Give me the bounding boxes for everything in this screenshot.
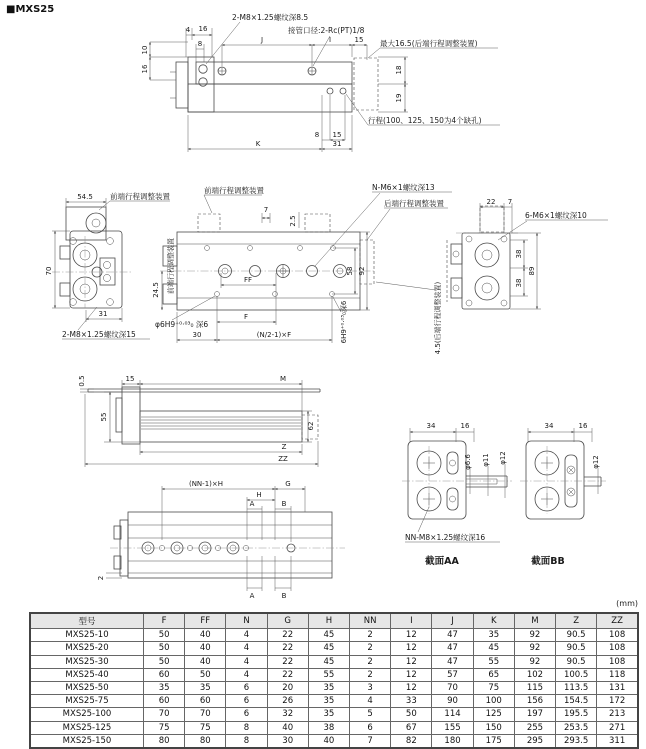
value-cell: 4 [350, 695, 391, 708]
dim-4: 4 [185, 26, 191, 34]
dim-31: 31 [98, 310, 108, 318]
value-cell: 75 [144, 721, 185, 734]
value-cell: 125 [473, 708, 514, 721]
table-body [30, 629, 638, 748]
dim-58: 58 [346, 266, 354, 276]
aa-dim-phi66: φ6.6 [464, 454, 472, 470]
bb-dim-16: 16 [578, 422, 588, 430]
value-cell: 55 [473, 655, 514, 668]
table-row [30, 668, 638, 681]
value-cell: 57 [432, 668, 473, 681]
value-cell: 12 [391, 629, 432, 642]
plan-pin-note: φ6H9⁺⁰·⁰³₀ 深6 [155, 320, 209, 329]
dim-16v: 16 [141, 64, 149, 74]
value-cell: 45 [308, 655, 349, 668]
aa-dim-phi12: φ12 [499, 451, 507, 465]
dimension-table-wrap [29, 612, 639, 749]
dim-A2: A [249, 592, 255, 600]
value-cell: 115 [514, 681, 555, 694]
value-cell: 100 [473, 695, 514, 708]
value-cell: 40 [308, 734, 349, 748]
model-cell: MXS25-40 [30, 668, 144, 681]
value-cell: 50 [391, 708, 432, 721]
value-cell: 92 [514, 655, 555, 668]
model-cell: MXS25-125 [30, 721, 144, 734]
front-thread-note: 2-M8×1.25螺纹深15 [62, 330, 136, 339]
value-cell: 12 [391, 642, 432, 655]
value-cell: 131 [597, 681, 638, 694]
value-cell: 70 [185, 708, 226, 721]
value-cell: 70 [144, 708, 185, 721]
dim-ZZ: ZZ [278, 455, 288, 463]
value-cell: 118 [597, 668, 638, 681]
dim-92: 92 [358, 266, 366, 276]
value-cell: 7 [350, 734, 391, 748]
dim-16: 16 [198, 25, 208, 33]
value-cell: 2 [350, 668, 391, 681]
model-cell: MXS25-50 [30, 681, 144, 694]
section-bb-drawing [520, 422, 606, 567]
column-header: N [226, 613, 267, 629]
model-cell: MXS25-150 [30, 734, 144, 748]
dim-I: I [328, 36, 332, 44]
value-cell: 12 [391, 668, 432, 681]
table-head [30, 613, 638, 629]
section-aa-drawing [402, 422, 512, 567]
value-cell: 4 [226, 655, 267, 668]
column-header: FF [185, 613, 226, 629]
column-header: K [473, 613, 514, 629]
dim-2-5: 2.5 [289, 215, 297, 227]
value-cell: 80 [185, 734, 226, 748]
dim-G: G [285, 480, 291, 488]
value-cell: 6 [226, 708, 267, 721]
value-cell: 311 [597, 734, 638, 748]
column-header: ZZ [597, 613, 638, 629]
table-row [30, 708, 638, 721]
dim-M: M [279, 375, 287, 383]
dim-89: 89 [528, 266, 536, 276]
dim-18: 18 [395, 65, 403, 75]
value-cell: 35 [308, 708, 349, 721]
value-cell: 102 [514, 668, 555, 681]
value-cell: 65 [473, 668, 514, 681]
value-cell: 22 [267, 642, 308, 655]
side-stroke-note: 行程(100、125、150为4个缺孔) [368, 116, 482, 125]
model-cell: MXS25-75 [30, 695, 144, 708]
value-cell: 35 [185, 681, 226, 694]
value-cell: 4 [226, 629, 267, 642]
value-cell: 12 [391, 655, 432, 668]
aa-dim-34: 34 [426, 422, 436, 430]
value-cell: 295 [514, 734, 555, 748]
value-cell: 67 [391, 721, 432, 734]
value-cell: 197 [514, 708, 555, 721]
profile-drawing [78, 375, 320, 467]
dim-15b: 15 [332, 131, 342, 139]
side-max-note: 最大16.5(后端行程调整装置) [380, 39, 478, 48]
dim-38b: 38 [515, 278, 523, 288]
section-aa-label: 截面AA [425, 556, 459, 567]
value-cell: 60 [144, 695, 185, 708]
model-cell: MXS25-30 [30, 655, 144, 668]
value-cell: 5 [350, 708, 391, 721]
value-cell: 271 [597, 721, 638, 734]
rear-thread-note: 6-M6×1螺纹深10 [525, 211, 587, 220]
value-cell: 40 [185, 642, 226, 655]
value-cell: 35 [473, 629, 514, 642]
value-cell: 22 [267, 629, 308, 642]
value-cell: 4 [226, 642, 267, 655]
model-cell: MXS25-100 [30, 708, 144, 721]
dim-70: 70 [45, 266, 53, 276]
dim-Z: Z [281, 443, 287, 451]
value-cell: 8 [226, 734, 267, 748]
plan-pin-note-rot: 6H9⁺⁰·⁰³₀深6 [340, 300, 348, 344]
value-cell: 6 [226, 681, 267, 694]
value-cell: 35 [308, 681, 349, 694]
column-header: I [391, 613, 432, 629]
model-cell: MXS25-20 [30, 642, 144, 655]
value-cell: 92 [514, 629, 555, 642]
dim-K: K [255, 140, 261, 148]
column-header: Z [556, 613, 597, 629]
dim-F: F [243, 313, 249, 321]
table-row [30, 681, 638, 694]
hole-pattern-drawing [97, 480, 345, 600]
dim-B1: B [281, 500, 287, 508]
plan-front-label-rot: 前端行程调整装置 [167, 238, 175, 294]
dim-0-5: 0.5 [78, 375, 86, 387]
value-cell: 75 [473, 681, 514, 694]
column-header: NN [350, 613, 391, 629]
value-cell: 113.5 [556, 681, 597, 694]
value-cell: 293.5 [556, 734, 597, 748]
value-cell: 38 [308, 721, 349, 734]
column-header: F [144, 613, 185, 629]
value-cell: 30 [267, 734, 308, 748]
value-cell: 4 [226, 668, 267, 681]
aa-thread-note: NN-M8×1.25螺纹深16 [405, 533, 486, 542]
value-cell: 108 [597, 655, 638, 668]
column-header: J [432, 613, 473, 629]
dim-8b: 8 [314, 131, 320, 139]
value-cell: 60 [185, 695, 226, 708]
table-row [30, 642, 638, 655]
value-cell: 50 [144, 642, 185, 655]
table-row [30, 629, 638, 642]
value-cell: 150 [473, 721, 514, 734]
dim-8: 8 [197, 40, 203, 48]
value-cell: 180 [432, 734, 473, 748]
table-row [30, 655, 638, 668]
column-header: M [514, 613, 555, 629]
header-row [30, 613, 638, 629]
value-cell: 22 [267, 668, 308, 681]
value-cell: 82 [391, 734, 432, 748]
dim-22: 22 [486, 198, 496, 206]
value-cell: 50 [185, 668, 226, 681]
dim-NNH: (NN-1)×H [188, 480, 224, 488]
unit-label: (mm) [616, 599, 638, 608]
front-adjuster-label: 前端行程调整装置 [110, 192, 170, 201]
dim-30: 30 [192, 331, 202, 339]
value-cell: 90.5 [556, 655, 597, 668]
side-port-note: 接管口径:2-Rc(PT)1/8 [288, 26, 365, 35]
value-cell: 155 [432, 721, 473, 734]
dim-H: H [256, 491, 262, 499]
model-cell: MXS25-10 [30, 629, 144, 642]
dim-54-5: 54.5 [77, 193, 93, 201]
value-cell: 32 [267, 708, 308, 721]
plan-rear-label-rot: 4.5(后端行程调整装置) [434, 281, 442, 355]
plan-thread-note: N-M6×1螺纹深13 [372, 183, 435, 192]
value-cell: 40 [267, 721, 308, 734]
table-row [30, 695, 638, 708]
bb-dim-phi12: φ12 [592, 455, 600, 469]
value-cell: 92 [514, 642, 555, 655]
value-cell: 22 [267, 655, 308, 668]
aa-dim-phi11: φ11 [482, 453, 490, 467]
bb-dim-34: 34 [544, 422, 554, 430]
value-cell: 47 [432, 642, 473, 655]
dim-19: 19 [395, 93, 403, 103]
value-cell: 26 [267, 695, 308, 708]
dim-FF: FF [243, 276, 253, 284]
value-cell: 8 [226, 721, 267, 734]
aa-dim-16: 16 [460, 422, 470, 430]
value-cell: 47 [432, 655, 473, 668]
value-cell: 175 [473, 734, 514, 748]
value-cell: 50 [144, 629, 185, 642]
value-cell: 195.5 [556, 708, 597, 721]
dim-62: 62 [307, 421, 315, 431]
front-view-drawing [45, 191, 170, 339]
value-cell: 20 [267, 681, 308, 694]
dim-NF: (N/2-1)×F [256, 331, 292, 339]
value-cell: 50 [144, 655, 185, 668]
plan-rear-label: 后端行程调整装置 [384, 199, 444, 208]
value-cell: 35 [308, 695, 349, 708]
rear-view-drawing [447, 198, 608, 309]
plan-view-drawing [152, 182, 452, 354]
dim-10v: 10 [141, 45, 149, 55]
side-thread-note: 2-M8×1.25螺纹深8.5 [232, 13, 309, 22]
value-cell: 213 [597, 708, 638, 721]
table-row [30, 721, 638, 734]
dim-7: 7 [263, 206, 269, 214]
value-cell: 80 [144, 734, 185, 748]
value-cell: 100.5 [556, 668, 597, 681]
value-cell: 45 [308, 642, 349, 655]
value-cell: 90.5 [556, 642, 597, 655]
value-cell: 12 [391, 681, 432, 694]
dim-15: 15 [354, 36, 364, 44]
value-cell: 45 [308, 629, 349, 642]
value-cell: 75 [185, 721, 226, 734]
plan-front-label: 前端行程调整装置 [204, 186, 264, 195]
value-cell: 47 [432, 629, 473, 642]
value-cell: 6 [350, 721, 391, 734]
section-bb-label: 截面BB [531, 556, 565, 567]
value-cell: 3 [350, 681, 391, 694]
table-row [30, 734, 638, 748]
page-title: ■MXS25 [6, 4, 55, 15]
value-cell: 172 [597, 695, 638, 708]
dim-2: 2 [97, 575, 105, 581]
value-cell: 33 [391, 695, 432, 708]
dim-55: 55 [100, 412, 108, 422]
dimension-table [29, 612, 639, 749]
value-cell: 6 [226, 695, 267, 708]
column-header: G [267, 613, 308, 629]
column-header: 型号 [30, 613, 144, 629]
column-header: H [308, 613, 349, 629]
value-cell: 90 [432, 695, 473, 708]
dim-31b: 31 [332, 140, 342, 148]
side-view-drawing [141, 12, 500, 152]
dim-38a: 38 [515, 249, 523, 259]
value-cell: 40 [185, 655, 226, 668]
value-cell: 45 [473, 642, 514, 655]
dim-15p: 15 [125, 375, 135, 383]
value-cell: 2 [350, 655, 391, 668]
value-cell: 2 [350, 642, 391, 655]
dim-7r: 7 [507, 198, 513, 206]
value-cell: 90.5 [556, 629, 597, 642]
value-cell: 156 [514, 695, 555, 708]
value-cell: 255 [514, 721, 555, 734]
dim-J: J [260, 36, 264, 44]
dim-B2: B [281, 592, 287, 600]
value-cell: 70 [432, 681, 473, 694]
value-cell: 35 [144, 681, 185, 694]
value-cell: 60 [144, 668, 185, 681]
value-cell: 114 [432, 708, 473, 721]
value-cell: 253.5 [556, 721, 597, 734]
dim-A1: A [249, 500, 255, 508]
value-cell: 108 [597, 629, 638, 642]
value-cell: 2 [350, 629, 391, 642]
value-cell: 55 [308, 668, 349, 681]
value-cell: 108 [597, 642, 638, 655]
value-cell: 40 [185, 629, 226, 642]
value-cell: 154.5 [556, 695, 597, 708]
dim-24-5: 24.5 [152, 282, 160, 298]
